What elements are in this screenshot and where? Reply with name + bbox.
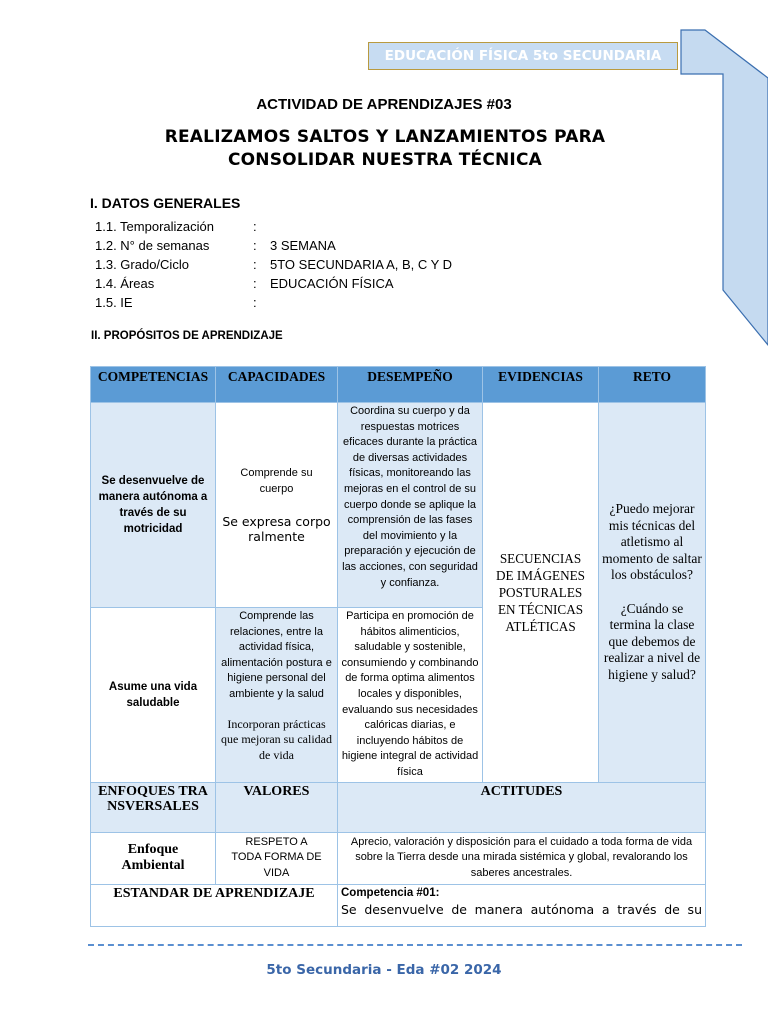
capacidad-text: Incorporan prácticas que mejoran su calidad de vida xyxy=(221,716,332,762)
table-header-row xyxy=(91,367,706,403)
table-row xyxy=(91,884,706,926)
data-label: 1.1. Temporalización xyxy=(95,219,214,234)
header-reto: RETO xyxy=(599,367,706,403)
capacidad-text: Comprende las relaciones, entre la actividad física, alimentación postura e higiene personal del ambiente y la salud xyxy=(221,610,332,700)
data-colon: : xyxy=(253,257,257,272)
data-colon: : xyxy=(253,238,257,253)
data-label: 1.5. IE xyxy=(95,295,133,310)
desempeno-cell: Participa en promoción de hábitos alimenticios, saludable y sostenible, consumiendo y combinando de forma optima alimentos locales y disponibles, evaluando sus necesidades calóricas diarias, e incluyendo hábitos de higiene integral de actividad física xyxy=(338,608,483,783)
estandar-label: ESTANDAR DE APRENDIZAJE xyxy=(91,884,338,926)
competencia-cell: Asume una vida saludable xyxy=(91,608,216,783)
data-value: 5TO SECUNDARIA A, B, C Y D xyxy=(270,257,453,272)
data-colon: : xyxy=(253,219,257,234)
enfoque-cell: Enfoque Ambiental xyxy=(91,832,216,884)
estandar-competencia-title: Competencia #01: xyxy=(341,886,440,899)
header-valores: VALORES xyxy=(216,782,338,832)
footer-text: 5to Secundaria - Eda #02 2024 xyxy=(266,962,502,978)
reto-question: ¿Puedo mejorar mis técnicas del atletismo al momento de saltar los obstáculos? xyxy=(602,501,702,583)
reto-question: ¿Cuándo se termina la clase que debemos de realizar a nivel de higiene y salud? xyxy=(603,600,701,682)
evidencias-cell: SECUENCIAS DE IMÁGENES POSTURALES EN TÉCNICAS ATLÉTICAS xyxy=(483,403,599,783)
section-purposes-title: II. PROPÓSITOS DE APRENDIZAJE xyxy=(91,330,283,342)
capacidad-text: Se expresa corporalmente xyxy=(222,513,331,544)
header-desempeno: DESEMPEÑO xyxy=(338,367,483,403)
header-evidencias: EVIDENCIAS xyxy=(483,367,599,403)
competencia-cell: Se desenvuelve de manera autónoma a través de su motricidad xyxy=(91,403,216,608)
table-row xyxy=(91,832,706,884)
data-colon: : xyxy=(253,295,257,310)
data-label: 1.4. Áreas xyxy=(95,276,155,291)
data-label: 1.2. N° de semanas xyxy=(95,238,210,253)
capacidades-cell xyxy=(216,403,338,608)
actitud-cell: Aprecio, valoración y disposición para el cuidado a toda forma de vida sobre la Tierra desde una mirada sistémica y global, revalorando los saberes ancestrales. xyxy=(338,832,706,884)
table-row xyxy=(91,403,706,608)
footer-divider xyxy=(88,944,742,946)
data-label: 1.3. Grado/Ciclo xyxy=(95,257,189,272)
title-line-1: REALIZAMOS SALTOS Y LANZAMIENTOS PARA xyxy=(164,127,606,147)
purposes-table xyxy=(90,366,706,927)
estandar-text: Se desenvuelve de manera autónoma a través de su xyxy=(341,901,702,917)
header-actitudes: ACTITUDES xyxy=(338,782,706,832)
enfoques-header-row xyxy=(91,782,706,832)
desempeno-cell: Coordina su cuerpo y da respuestas motrices eficaces durante la práctica de diversas actividades físicas, monitoreando las mejoras en el control de su cuerpo donde se aplique la comprensión de las fases del movimiento y la preparación y ejecución de las acciones, con seguridad y confianza. xyxy=(338,403,483,608)
subject-badge: EDUCACIÓN FÍSICA 5to SECUNDARIA xyxy=(368,42,678,70)
header-enfoques: ENFOQUES TRANSVERSALES xyxy=(91,782,216,832)
estandar-cell xyxy=(338,884,706,926)
capacidades-cell xyxy=(216,608,338,783)
header-capacidades: CAPACIDADES xyxy=(216,367,338,403)
data-value: 3 SEMANA xyxy=(270,238,336,253)
valor-cell: RESPETO A TODA FORMA DE VIDA xyxy=(216,832,338,884)
data-colon: : xyxy=(253,276,257,291)
capacidad-text: Comprende su cuerpo xyxy=(240,467,313,495)
data-value: EDUCACIÓN FÍSICA xyxy=(270,276,394,291)
title-line-2: CONSOLIDAR NUESTRA TÉCNICA xyxy=(227,150,542,170)
section-general-data-title: I. DATOS GENERALES xyxy=(90,195,241,211)
activity-number: ACTIVIDAD DE APRENDIZAJES #03 xyxy=(256,96,512,113)
blue-ribbon-shape xyxy=(681,30,768,345)
header-competencias: COMPETENCIAS xyxy=(91,367,216,403)
reto-cell xyxy=(599,403,706,783)
page-title xyxy=(150,126,620,172)
